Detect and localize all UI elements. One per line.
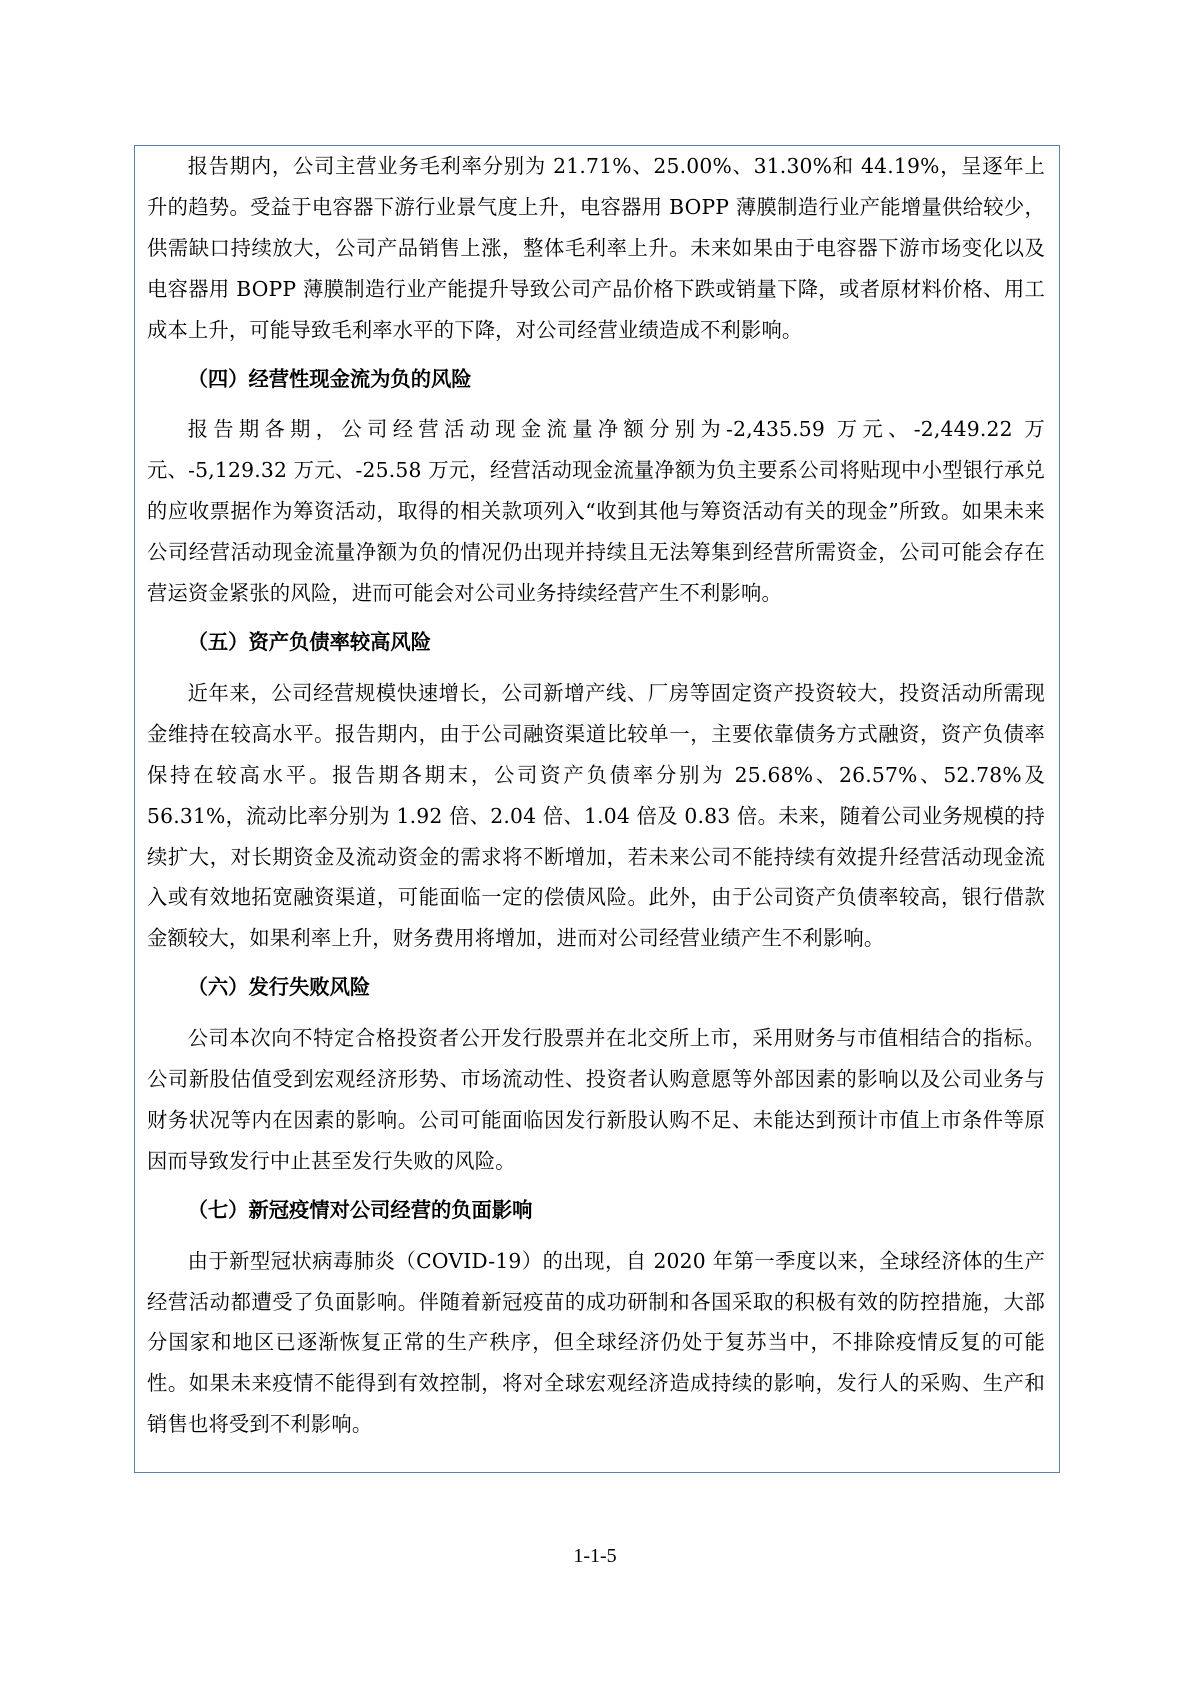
operating-cashflow-risk-paragraph: 报告期各期，公司经营活动现金流量净额分别为-2,435.59 万元、-2,449.22 万元、-5,129.32 万元、-25.58 万元，经营活动现金流量净额为负主要系公司将贴现中小型银行承兑的应收票据作为筹资活动，取得的相关款项列入“收到其他与筹资活动有关的现金”所致。如果未来公司经营活动现金流量净额为负的情况仍出现并持续且无法筹集到经营所需资金，公司可能会存在营运资金紧张的风险，进而可能会对公司业务持续经营产生不利影响。 bbox=[147, 417, 1045, 606]
risk-factors-box bbox=[134, 145, 1060, 1473]
debt-ratio-risk-heading: （五）资产负债率较高风险 bbox=[187, 629, 431, 654]
covid-impact-heading: （七）新冠疫情对公司经营的负面影响 bbox=[187, 1197, 533, 1222]
debt-ratio-risk-paragraph: 近年来，公司经营规模快速增长，公司新增产线、厂房等固定资产投资较大，投资活动所需现金维持在较高水平。报告期内，由于公司融资渠道比较单一，主要依靠债务方式融资，资产负债率保持在较高水平。报告期各期末，公司资产负债率分别为 25.68%、26.57%、52.78%及 56.31%，流动比率分别为 1.92 倍、2.04 倍、1.04 倍及 0.83 倍。未来，随着公司业务规模的持续扩大，对长期资金及流动资金的需求将不断增加，若未来公司不能持续有效提升经营活动现金流入或有效地拓宽融资渠道，可能面临一定的偿债风险。此外，由于公司资产负债率较高，银行借款金额较大，如果利率上升，财务费用将增加，进而对公司经营业绩产生不利影响。 bbox=[147, 680, 1045, 951]
gross-margin-risk-paragraph: 报告期内，公司主营业务毛利率分别为 21.71%、25.00%、31.30%和 44.19%，呈逐年上升的趋势。受益于电容器下游行业景气度上升，电容器用 BOPP 薄膜制造行业产能增量供给较少，供需缺口持续放大，公司产品销售上涨，整体毛利率上升。未来如果由于电容器下游市场变化以及电容器用 BOPP 薄膜制造行业产能提升导致公司产品价格下跌或销量下降，或者原材料价格、用工成本上升，可能导致毛利率水平的下降，对公司经营业绩造成不利影响。 bbox=[147, 154, 1045, 342]
covid-impact-paragraph: 由于新型冠状病毒肺炎（COVID-19）的出现，自 2020 年第一季度以来，全球经济体的生产经营活动都遭受了负面影响。伴随着新冠疫苗的成功研制和各国采取的积极有效的防控措施，大部分国家和地区已逐渐恢复正常的生产秩序，但全球经济仍处于复苏当中，不排除疫情反复的可能性。如果未来疫情不能得到有效控制，将对全球宏观经济造成持续的影响，发行人的采购、生产和销售也将受到不利影响。 bbox=[147, 1248, 1045, 1437]
issuance-failure-risk-heading: （六）发行失败风险 bbox=[187, 975, 371, 1000]
operating-cashflow-risk-heading: （四）经营性现金流为负的风险 bbox=[187, 366, 472, 391]
page-number: 1-1-5 bbox=[573, 1545, 617, 1567]
issuance-failure-risk-paragraph: 公司本次向不特定合格投资者公开发行股票并在北交所上市，采用财务与市值相结合的指标。公司新股估值受到宏观经济形势、市场流动性、投资者认购意愿等外部因素的影响以及公司业务与财务状况等内在因素的影响。公司可能面临因发行新股认购不足、未能达到预计市值上市条件等原因而导致发行中止甚至发行失败的风险。 bbox=[147, 1026, 1045, 1173]
